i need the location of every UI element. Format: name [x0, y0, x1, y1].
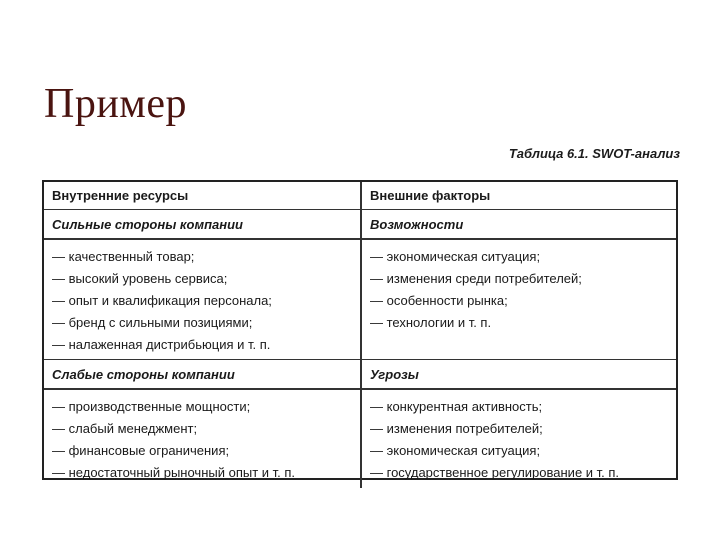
threats-list: [362, 390, 676, 488]
strengths-list: [44, 240, 362, 360]
list-item: — экономическая ситуация;: [370, 443, 541, 458]
header-external-factors: Внешние факторы: [362, 182, 676, 210]
header-internal-resources: Внутренние ресурсы: [44, 182, 362, 210]
weaknesses-list: [44, 390, 362, 488]
section-strengths-title: Сильные стороны компании: [44, 210, 362, 240]
list-item: — качественный товар;: [52, 249, 195, 264]
section-weaknesses-title: Слабые стороны компании: [44, 360, 362, 390]
list-item: — изменения потребителей;: [370, 421, 543, 436]
table-caption: Таблица 6.1. SWOT-анализ: [508, 146, 680, 161]
list-item: — технологии и т. п.: [370, 315, 492, 330]
list-item: — особенности рынка;: [370, 293, 508, 308]
list-item: — конкурентная активность;: [370, 399, 543, 414]
list-item: — недостаточный рыночный опыт и т. п.: [52, 465, 296, 480]
section-opportunities-title: Возможности: [362, 210, 676, 240]
list-item: — бренд с сильными позициями;: [52, 315, 253, 330]
list-item: — опыт и квалификация персонала;: [52, 293, 272, 308]
swot-table: [42, 180, 678, 480]
list-item: — изменения среди потребителей;: [370, 271, 582, 286]
slide-title: Пример: [44, 81, 188, 127]
section-threats-title: Угрозы: [362, 360, 676, 390]
list-item: — высокий уровень сервиса;: [52, 271, 228, 286]
list-item: — слабый менеджмент;: [52, 421, 198, 436]
list-item: — финансовые ограничения;: [52, 443, 230, 458]
list-item: — государственное регулирование и т. п.: [370, 465, 620, 480]
opportunities-list: [362, 240, 676, 360]
list-item: — экономическая ситуация;: [370, 249, 541, 264]
list-item: — налаженная дистрибьюция и т. п.: [52, 337, 271, 352]
list-item: — производственные мощности;: [52, 399, 251, 414]
